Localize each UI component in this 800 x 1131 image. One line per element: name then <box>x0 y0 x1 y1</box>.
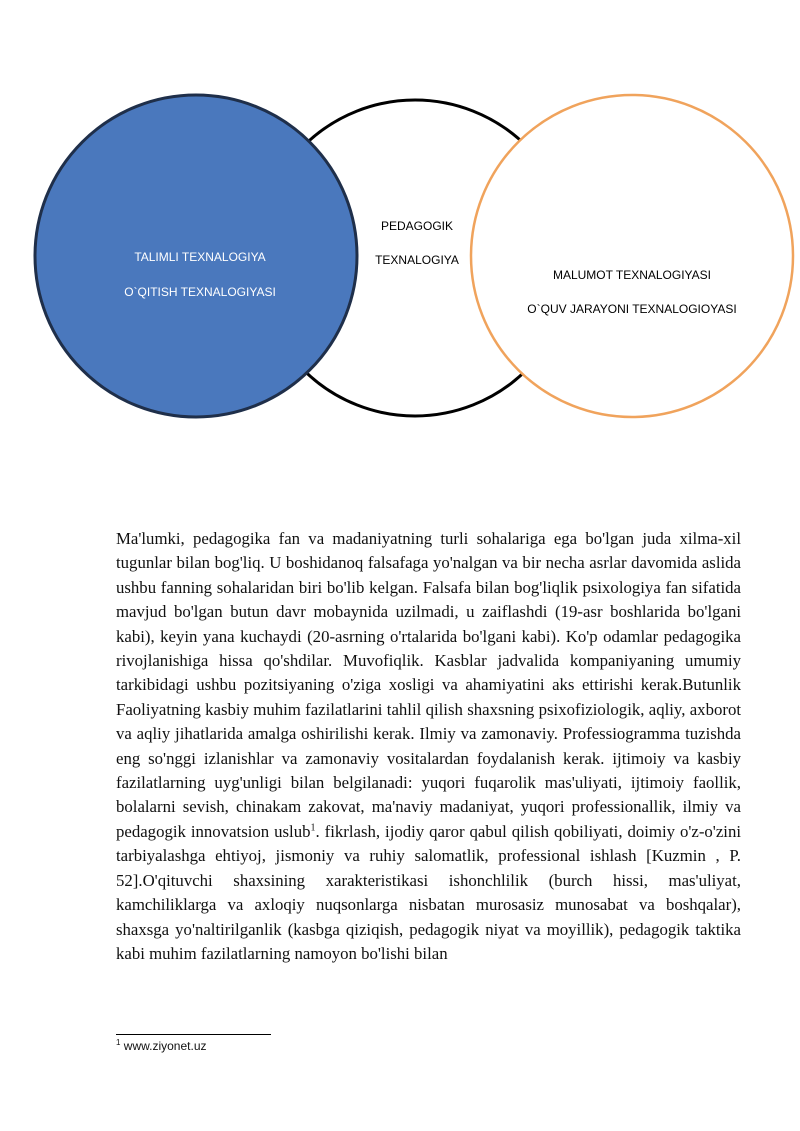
left-circle-label-1: TALIMLI TEXNALOGIYA <box>134 250 266 264</box>
left-circle-label-2: O`QITISH TEXNALOGIYASI <box>124 285 276 299</box>
right-circle-label-2: O`QUV JARAYONI TEXNALOGIOYASI <box>527 302 737 316</box>
footnote-separator <box>116 1034 271 1035</box>
right-circle <box>471 95 793 417</box>
footnote <box>116 1039 207 1053</box>
body-text-part-2: . fikrlash, ijodiy qaror qabul qilish qobiliyati, doimiy o'z-o'zini tarbiyalashga ehtiyoj, jismoniy va ruhiy salomatlik, professional ishlash [Kuzmin , P. 52].O'qituvchi shaxsining xarakteristikasi ishonchlilik (burch hissi, mas'uliyat, kamchiliklarga va axloqiy nuqsonlarga nisbatan murosasiz munosabat va boshqalar), shaxsga yo'naltirilganlik (kasbga qiziqish, pedagogik niyat va moyillik), pedagogik taktika kabi muhim fazilatlarning namoyon bo'lishi bilan <box>116 821 741 963</box>
middle-circle-label-2: TEXNALOGIYA <box>375 253 459 267</box>
body-paragraph <box>116 527 741 966</box>
footnote-reference[interactable]: 1 <box>310 822 316 834</box>
footnote-link[interactable]: www.ziyonet.uz <box>120 1039 207 1053</box>
venn-diagram <box>0 0 800 440</box>
footnote-marker: 1 <box>116 1038 121 1047</box>
middle-circle-label-1: PEDAGOGIK <box>380 219 454 233</box>
body-text-part-1: Ma'lumki, pedagogika fan va madaniyatning turli sohalariga ega bo'lgan juda xilma-xil tugunlar bilan bog'liq. U boshidanoq falsafaga yo'nalgan va bir necha asrlar davomida aslida ushbu fanning sohalaridan biri bo'lib kelgan. Falsafa bilan bog'liqlik psixologiya fan sifatida mavjud bo'lgan butun davr mobaynida uzilmadi, u zaiflashdi (19-asr boshlarida bo'lgani kabi), keyin yana kuchaydi (20-asrning o'rtalarida bo'lgani kabi). Ko'p odamlar pedagogika rivojlanishiga hissa qo'shdilar. Muvofiqlik. Kasblar jadvalida kompaniyaning umumiy tarkibidagi ushbu pozitsiyaning o'ziga xosligi va ahamiyatini aks ettirishi kerak.Butunlik Faoliyatning kasbiy muhim fazilatlarini tahlil qilish shaxsning psixofiziologik, aqliy, axborot va aqliy jihatlarida amalga oshirilishi kerak. Ilmiy va zamonaviy. Professiogramma tuzishda eng so'nggi izlanishlar va zamonaviy vositalardan foydalanish kerak. ijtimoiy va kasbiy fazilatlarning uyg'unligi bilan belgilanadi: yuqori fuqarolik mas'uliyati, ijtimoiy faollik, bolalarni sevish, chinakam zakovat, ma'naviy madaniyat, yuqori professionallik, ilmiy va pedagogik innovatsion uslub <box>116 529 741 841</box>
right-circle-label-1: MALUMOT TEXNALOGIYASI <box>552 268 712 282</box>
